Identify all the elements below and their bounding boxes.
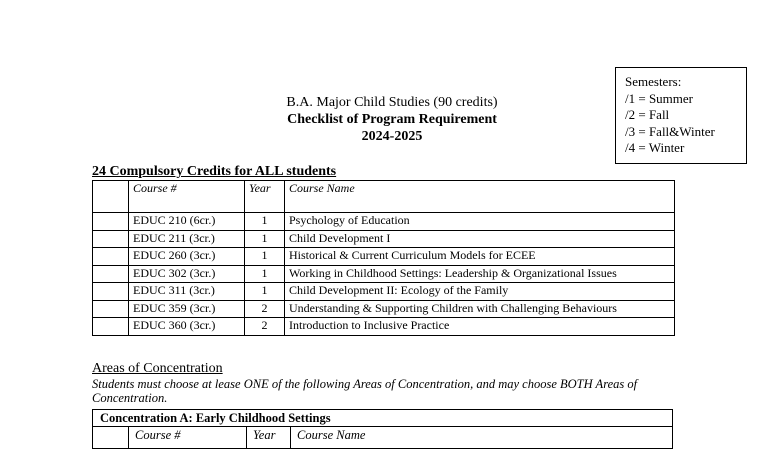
checklist-title: Checklist of Program Requirement <box>287 112 497 127</box>
course-number-header: Course # <box>129 181 245 213</box>
concentration-heading: Areas of Concentration <box>92 361 223 376</box>
concentration-a-header-row <box>93 427 672 449</box>
academic-year: 2024-2025 <box>361 129 423 144</box>
table-header-row <box>93 181 675 213</box>
course-number: EDUC 211 (3cr.) <box>129 230 245 248</box>
document-title <box>230 94 554 145</box>
check-cell[interactable] <box>93 318 129 336</box>
course-year: 1 <box>245 230 285 248</box>
course-name: Working in Childhood Settings: Leadership & Organizational Issues <box>285 265 675 283</box>
program-title: B.A. Major Child Studies (90 credits) <box>286 95 498 110</box>
course-year: 2 <box>245 318 285 336</box>
course-year: 1 <box>245 213 285 231</box>
concentration-a-table <box>92 409 673 449</box>
concentration-a-title: Concentration A: Early Childhood Settings <box>93 410 672 427</box>
semester-item: /1 = Summer <box>625 90 693 106</box>
year-header: Year <box>245 181 285 213</box>
table-row <box>93 265 675 283</box>
course-name: Child Development II: Ecology of the Family <box>285 283 675 301</box>
course-year: 1 <box>245 283 285 301</box>
course-number: EDUC 260 (3cr.) <box>129 248 245 266</box>
semester-item: /2 = Fall <box>625 107 670 122</box>
check-cell[interactable] <box>93 265 129 283</box>
table-row <box>93 300 675 318</box>
year-header: Year <box>247 427 291 449</box>
course-name: Child Development I <box>285 230 675 248</box>
table-row <box>93 213 675 231</box>
check-cell[interactable] <box>93 283 129 301</box>
course-number-header: Course # <box>129 427 247 449</box>
compulsory-heading: 24 Compulsory Credits for ALL students <box>92 164 337 179</box>
course-number: EDUC 359 (3cr.) <box>129 300 245 318</box>
semesters-legend <box>615 67 747 164</box>
checkbox-column-header <box>93 427 129 449</box>
course-number: EDUC 360 (3cr.) <box>129 318 245 336</box>
course-name: Psychology of Education <box>285 213 675 231</box>
course-number: EDUC 210 (6cr.) <box>129 213 245 231</box>
check-cell[interactable] <box>93 300 129 318</box>
course-year: 1 <box>245 248 285 266</box>
course-name: Understanding & Supporting Children with Challenging Behaviours <box>285 300 675 318</box>
course-name: Historical & Current Curriculum Models for ECEE <box>285 248 675 266</box>
check-cell[interactable] <box>93 230 129 248</box>
course-name: Introduction to Inclusive Practice <box>285 318 675 336</box>
course-number: EDUC 311 (3cr.) <box>129 283 245 301</box>
course-name-header: Course Name <box>285 181 675 213</box>
check-cell[interactable] <box>93 248 129 266</box>
course-year: 2 <box>245 300 285 318</box>
table-row <box>93 283 675 301</box>
semester-item: /4 = Winter <box>625 140 685 155</box>
course-year: 1 <box>245 265 285 283</box>
table-row <box>93 248 675 266</box>
course-number: EDUC 302 (3cr.) <box>129 265 245 283</box>
check-cell[interactable] <box>93 213 129 231</box>
semesters-title: Semesters: <box>625 74 682 89</box>
semester-item: /3 = Fall&Winter <box>625 123 715 139</box>
table-row <box>93 230 675 248</box>
checkbox-column-header <box>93 181 129 213</box>
concentration-note: Students must choose at lease ONE of the following Areas of Concentration, and may choose BOTH Areas of Concentration. <box>92 377 638 405</box>
compulsory-courses-table <box>92 180 675 336</box>
table-row <box>93 318 675 336</box>
course-name-header: Course Name <box>297 428 366 442</box>
